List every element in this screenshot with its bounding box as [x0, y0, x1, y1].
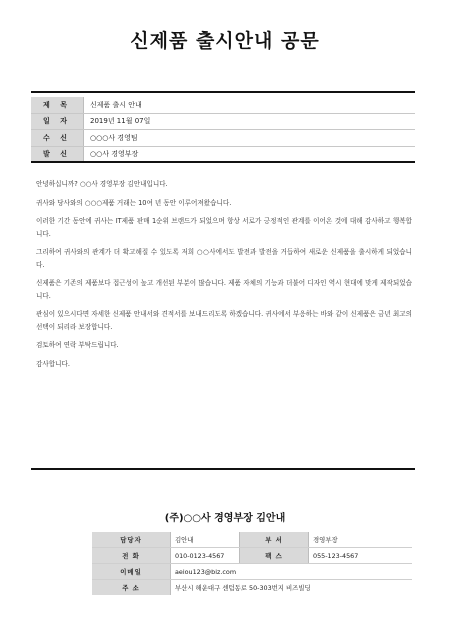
contact-value: aeiou123@biz.com — [171, 564, 413, 580]
contact-value: 김안내 — [171, 532, 240, 548]
contact-value: 055-123-4567 — [309, 548, 413, 564]
contact-row — [92, 580, 412, 596]
contact-label: 팩 스 — [240, 548, 309, 564]
contact-row — [92, 564, 412, 580]
body-paragraph: 관심이 있으시다면 자세한 신제품 안내서와 견적서를 보내드리도록 하겠습니다. 귀사에서 부응하는 바와 같이 신제품은 금년 최고의 선택이 되리라 보장합니다. — [36, 310, 412, 331]
info-row-sender — [31, 146, 415, 162]
info-label: 수 신 — [31, 130, 84, 147]
info-label: 제 목 — [31, 97, 84, 113]
body-paragraph: 안녕하십니까? ○○사 경영부장 김안내입니다. — [36, 180, 168, 188]
contact-row — [92, 548, 412, 564]
letter-body — [36, 178, 412, 376]
info-label: 발 신 — [31, 146, 84, 162]
info-value: 신제품 출시 안내 — [84, 97, 416, 113]
body-paragraph: 신제품은 기존의 제품보다 접근성이 높고 개선된 부분이 많습니다. 제품 자체의 기능과 더불어 디자인 역시 현대에 맞게 제작되었습니다. — [36, 279, 412, 300]
info-value: ○○○사 경영팀 — [84, 130, 416, 147]
contact-label: 담당자 — [92, 532, 171, 548]
info-value: 2019년 11월 07일 — [84, 113, 416, 130]
contact-label: 이메일 — [92, 564, 171, 580]
body-paragraph: 감사합니다. — [36, 359, 70, 368]
contact-table — [92, 532, 412, 595]
info-table — [31, 97, 415, 162]
contact-label: 부 서 — [240, 532, 309, 548]
document-title: 신제품 출시안내 공문 — [130, 30, 320, 52]
info-bottom-rule — [31, 161, 415, 163]
body-paragraph: 귀사와 당사와의 ○○○제품 거래는 10여 년 동안 이루어져왔습니다. — [36, 198, 232, 207]
info-row-date — [31, 113, 415, 130]
info-row-subject — [31, 97, 415, 113]
info-value: ○○사 경영부장 — [90, 150, 139, 159]
contact-value: 경영부장 — [309, 532, 413, 548]
body-paragraph: 그리하여 귀사와의 관계가 더 확고해질 수 있도록 저희 ○○사에서도 발전과 발전을 거듭하여 새로운 신제품을 출시하게 되었습니다. — [36, 248, 412, 269]
contact-value: 부산시 해운대구 센텀동로 50-303번지 비즈빌딩 — [175, 584, 311, 592]
contact-row — [92, 532, 412, 548]
body-paragraph: 이러한 기간 동안에 귀사는 IT제품 판매 1순위 브랜드가 되었으며 항상 서로가 긍정적인 관계를 이어온 것에 대해 감사하고 행복합니다. — [36, 217, 412, 238]
contact-label: 주 소 — [92, 580, 171, 596]
top-rule — [31, 91, 415, 93]
contact-value: 010-0123-4567 — [171, 548, 240, 564]
body-paragraph: 검토하여 연락 부탁드립니다. — [36, 341, 119, 349]
info-row-recipient — [31, 130, 415, 147]
body-bottom-rule — [31, 468, 415, 470]
sender-signature: (주)○○사 경영부장 김안내 — [164, 513, 286, 524]
contact-label: 전 화 — [92, 548, 171, 564]
info-label: 일 자 — [31, 113, 84, 130]
